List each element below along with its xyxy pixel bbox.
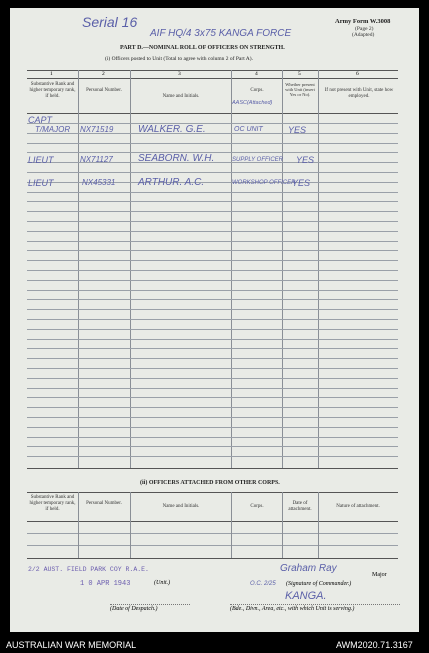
- t2-header-personal-number: Personal Number.: [86, 501, 122, 506]
- t2-header-date: Date of attachment.: [288, 501, 312, 512]
- row2-corps: SUPPLY OFFICER: [232, 157, 284, 163]
- table1-colnum-rule: [27, 78, 398, 79]
- table2-col-divider: [231, 492, 232, 558]
- section-ii-title: (ii) OFFICERS ATTACHED FROM OTHER CORPS.: [140, 480, 280, 486]
- table1-top-rule: [27, 70, 398, 71]
- table1-row-rule: [27, 358, 398, 359]
- row3-corps: WORKSHOP OFFICER: [232, 180, 296, 186]
- t2-header-rank: Substantive Rank and higher temporary rank, if held.: [29, 495, 76, 512]
- signature: Graham Ray: [280, 563, 337, 574]
- table1-row-rule: [27, 417, 398, 418]
- table2-col-divider: [78, 492, 79, 558]
- t2-header-corps: Corps.: [250, 504, 264, 509]
- table1-row-rule: [27, 339, 398, 340]
- form-name: Army Form W.3008: [335, 18, 391, 25]
- header-rank: Substantive Rank and higher temporary rank, if held.: [29, 82, 76, 99]
- form-page: (Page 2): [355, 26, 374, 32]
- table1-header-rule: [27, 113, 398, 114]
- table1-bottom-rule: [27, 468, 398, 469]
- table1-row-rule: [27, 446, 398, 447]
- header-corps: Corps.: [250, 88, 264, 93]
- bde-line: [230, 604, 400, 605]
- table1-row-rule: [27, 250, 398, 251]
- row3-present: YES: [292, 178, 311, 188]
- row2-present: YES: [296, 155, 315, 165]
- table1-row-rule: [27, 260, 398, 261]
- row3-name: ARTHUR. A.C.: [138, 177, 205, 188]
- row3-number: NX45331: [82, 178, 116, 187]
- table1-row-rule: [27, 456, 398, 457]
- header-personal-number: Personal Number.: [86, 88, 122, 93]
- col-number: 5: [298, 71, 301, 77]
- table1-row-rule: [27, 378, 398, 379]
- table2-header-rule: [27, 521, 398, 522]
- table2-top-rule: [27, 492, 398, 493]
- table1-row-rule: [27, 388, 398, 389]
- col-number: 2: [102, 71, 105, 77]
- row1-rank-extra: T/MAJOR: [35, 125, 71, 134]
- section-i-title: (i) Officers posted to Unit (Total to agree with column 2 of Part A).: [105, 56, 253, 62]
- table2-col-divider: [130, 492, 131, 558]
- header-not-present: If not present with Unit, state how employed.: [324, 88, 394, 99]
- unit-stamp: 2/2 AUST. FIELD PARK COY R.A.E.: [28, 566, 149, 573]
- table1-row-rule: [27, 319, 398, 320]
- table1-row-rule: [27, 221, 398, 222]
- col-number: 3: [178, 71, 181, 77]
- table1-row-rule: [27, 192, 398, 193]
- unit-label: (Unit.): [154, 580, 171, 586]
- table1-row-rule: [27, 309, 398, 310]
- handwritten-serial: Serial 16: [82, 14, 138, 30]
- corps-handwritten: AASC(Attached): [232, 100, 273, 106]
- table1-col-divider: [231, 70, 232, 468]
- row2-rank: LIEUT: [28, 155, 54, 165]
- col-number: 6: [356, 71, 359, 77]
- table1-col-divider: [318, 70, 319, 468]
- table1-row-rule: [27, 143, 398, 144]
- table1-row-rule: [27, 211, 398, 212]
- location-hand: KANGA.: [285, 590, 327, 602]
- table1-row-rule: [27, 427, 398, 428]
- bde-label: (Bde., Divn., Area, etc., with which Unit is serving.): [230, 606, 355, 612]
- footer-left: AUSTRALIAN WAR MEMORIAL: [6, 640, 137, 650]
- header-present: Whether present with Unit (insert Yes or No).: [285, 82, 315, 97]
- table1-row-rule: [27, 270, 398, 271]
- header-name: Name and Initials.: [162, 94, 200, 99]
- table1-row-rule: [27, 201, 398, 202]
- handwritten-unit: AIF HQ/4 3x75 KANGA FORCE: [150, 28, 292, 39]
- table1-row-rule: [27, 231, 398, 232]
- part-title: PART D.—NOMINAL ROLL OF OFFICERS ON STRENGTH.: [120, 45, 285, 51]
- row2-name: SEABORN. W.H.: [138, 153, 215, 164]
- oc-label: O.C. 2/25: [250, 581, 276, 587]
- table1-row-rule: [27, 172, 398, 173]
- table1-row-rule: [27, 407, 398, 408]
- document-page: [10, 8, 419, 632]
- despatch-line: [110, 604, 190, 605]
- table2-bottom-rule: [27, 558, 398, 559]
- form-adapted: (Adapted): [352, 32, 375, 38]
- table1-row-rule: [27, 241, 398, 242]
- table1-row-rule: [27, 329, 398, 330]
- row2-number: NX71127: [80, 155, 113, 164]
- footer-right: AWM2020.71.3167: [336, 640, 413, 650]
- table1-row-rule: [27, 348, 398, 349]
- despatch-label: (Date of Despatch.): [110, 606, 158, 612]
- table2-line: [27, 545, 398, 546]
- table1-row-rule: [27, 368, 398, 369]
- row1-corps: OC UNIT: [234, 126, 263, 133]
- table1-row-rule: [27, 290, 398, 291]
- table2-line: [27, 533, 398, 534]
- row1-name: WALKER. G.E.: [138, 124, 206, 135]
- row1-number: NX71519: [80, 125, 114, 134]
- t2-header-name: Name and Initials.: [162, 504, 200, 509]
- table1-col-divider: [78, 70, 79, 468]
- date-stamp: 1 0 APR 1943: [80, 580, 131, 588]
- col-number: 4: [255, 71, 258, 77]
- row1-present: YES: [288, 125, 307, 135]
- row3-rank: LIEUT: [28, 178, 54, 188]
- col-number: 1: [50, 71, 53, 77]
- table1-row-rule: [27, 437, 398, 438]
- commander-label: (Signature of Commander.): [286, 581, 352, 587]
- table1-row-rule: [27, 123, 398, 124]
- table1-row-rule: [27, 299, 398, 300]
- t2-header-nature: Nature of attachment.: [336, 504, 380, 509]
- table1-col-divider: [282, 70, 283, 468]
- table1-col-divider: [130, 70, 131, 468]
- table1-row-rule: [27, 397, 398, 398]
- table1-row-rule: [27, 280, 398, 281]
- rank-label: Major: [372, 572, 387, 578]
- table2-col-divider: [318, 492, 319, 558]
- row1-rank: CAPT: [28, 115, 53, 125]
